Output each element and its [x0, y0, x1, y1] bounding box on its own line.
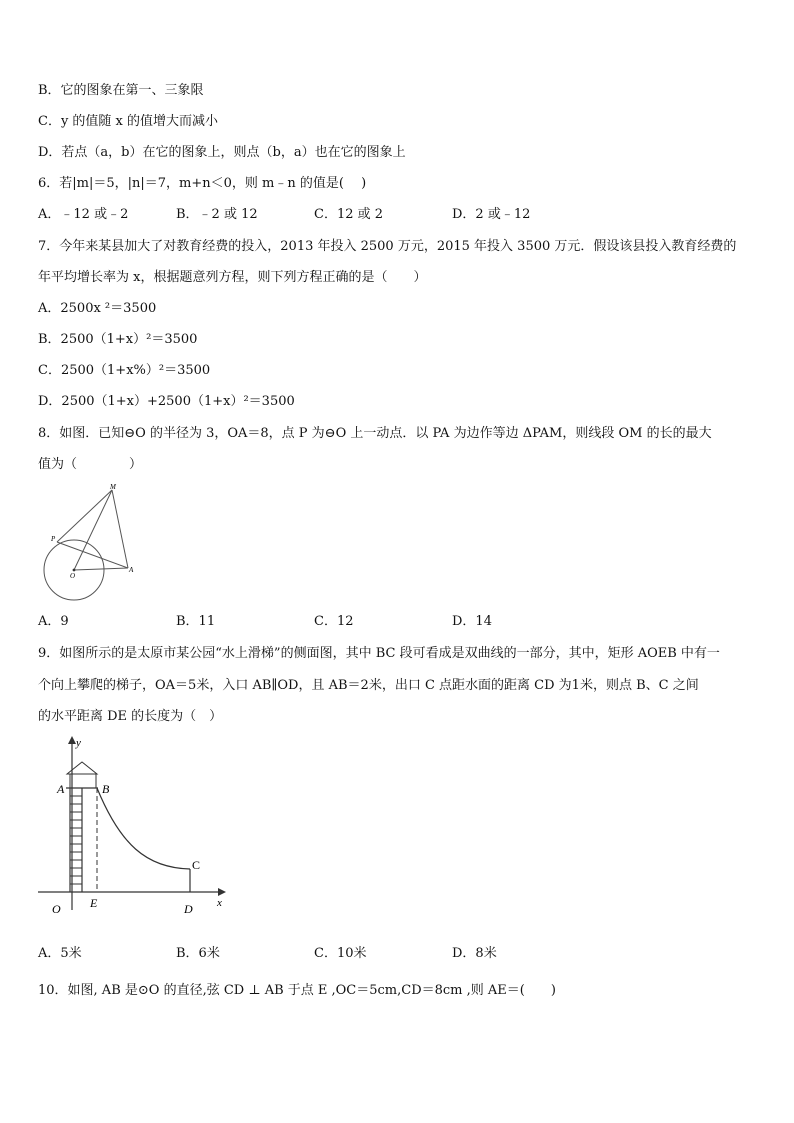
label-d: D: [184, 902, 193, 916]
q8-option-c: C．12: [314, 614, 354, 629]
segment-ma: [112, 490, 128, 568]
q7-stem-line2: 年平均增长率为 x，根据题意列方程，则下列方程正确的是（ ）: [38, 270, 427, 285]
label-p: P: [51, 535, 56, 543]
q7-option-b: B．2500（1+x）²＝3500: [38, 332, 198, 347]
label-y: y: [76, 737, 81, 749]
label-a: A: [129, 566, 134, 574]
label-e: E: [90, 896, 98, 910]
label-x: x: [217, 897, 222, 909]
q6-option-a: A．﹣12 或﹣2: [38, 207, 129, 222]
label-a: A: [57, 782, 65, 796]
q8-figure: [34, 482, 144, 604]
slide-curve-bc: [97, 788, 190, 869]
q7-option-d: D．2500（1+x）+2500（1+x）²＝3500: [38, 394, 295, 409]
label-b: B: [102, 782, 110, 796]
q7-stem-line1: 7．今年来某县加大了对教育经费的投入，2013 年投入 2500 万元，2015 年投入 3500 万元．假设该县投入教育经费的: [38, 239, 737, 254]
y-axis-arrow: [68, 736, 76, 744]
q6-stem: 6．若|m|＝5，|n|＝7，m+n＜0，则 m﹣n 的值是( ): [38, 176, 367, 191]
label-o: O: [70, 572, 76, 580]
q6-option-c: C．12 或 2: [314, 207, 384, 222]
label-c: C: [192, 858, 201, 872]
q9-stem-line3: 的水平距离 DE 的长度为（ ）: [38, 709, 223, 724]
q5-option-b: B．它的图象在第一、三象限: [38, 83, 204, 98]
q9-figure: [34, 732, 230, 922]
x-axis-arrow: [218, 888, 226, 896]
q7-option-c: C．2500（1+x%）²＝3500: [38, 363, 211, 378]
q8-option-a: A．9: [38, 614, 69, 629]
roof-house: [70, 774, 96, 788]
q9-option-c: C．10米: [314, 946, 367, 961]
q6-option-b: B．﹣2 或 12: [176, 207, 258, 222]
q9-option-d: D．8米: [452, 946, 497, 961]
q8-stem-line2: 值为（ ）: [38, 457, 143, 472]
q9-option-a: A．5米: [38, 946, 82, 961]
q5-option-c: C．y 的值随 x 的值增大而减小: [38, 114, 219, 129]
q5-option-d: D．若点（a，b）在它的图象上，则点（b，a）也在它的图象上: [38, 145, 406, 160]
q8-option-d: D．14: [452, 614, 492, 629]
q6-option-d: D．2 或﹣12: [452, 207, 531, 222]
q8-option-b: B．11: [176, 614, 216, 629]
q8-stem-line1: 8．如图．已知⊖O 的半径为 3，OA＝8，点 P 为⊖O 上一动点．以 PA 为边作等边 ΔPAM，则线段 OM 的长的最大: [38, 426, 712, 441]
label-o: O: [52, 902, 61, 916]
q7-option-a: A．2500x ²＝3500: [38, 301, 157, 316]
segment-pm: [57, 490, 112, 542]
q9-stem-line1: 9．如图所示的是太原市某公园“水上滑梯”的侧面图，其中 BC 段可看成是双曲线的一部分，其中，矩形 AOEB 中有一: [38, 646, 720, 661]
q10-stem: 10．如图, AB 是⊙O 的直径,弦 CD ⊥ AB 于点 E ,OC＝5cm,CD＝8cm ,则 AE＝( ): [38, 983, 556, 998]
q9-stem-line2: 个向上攀爬的梯子，OA＝5米，入口 AB∥OD，且 AB＝2米，出口 C 点距水面的距离 CD 为1米，则点 B、C 之间: [38, 678, 699, 693]
q9-option-b: B．6米: [176, 946, 220, 961]
segment-oa: [74, 568, 128, 570]
segment-om: [74, 490, 112, 570]
point-o: [73, 569, 76, 572]
label-m: M: [110, 483, 116, 491]
